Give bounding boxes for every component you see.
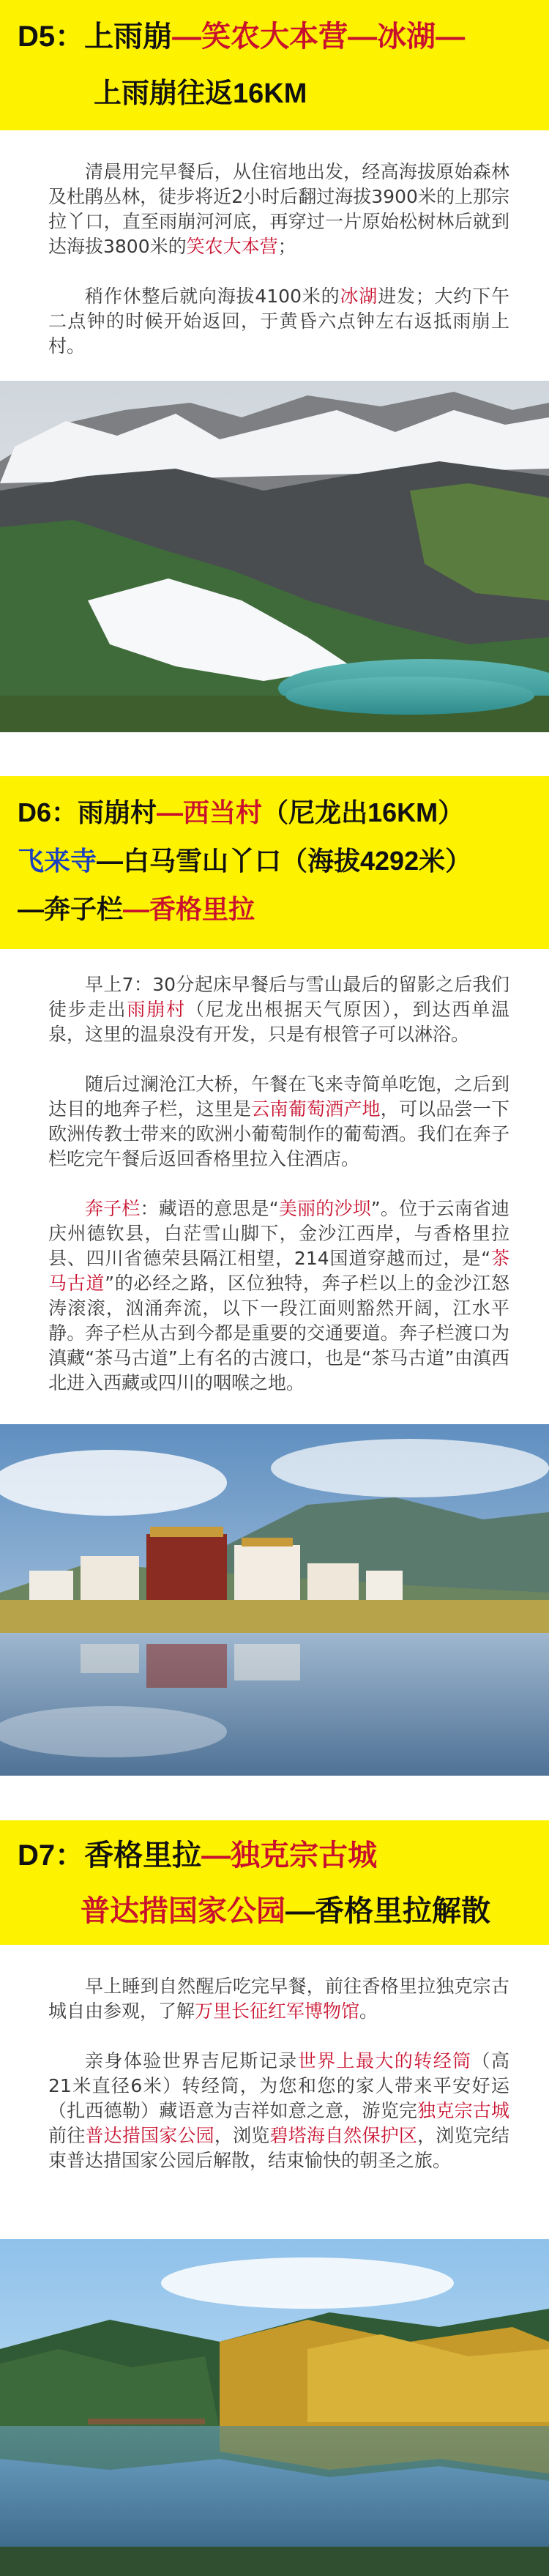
text: 随后过澜沧江大桥，午餐在飞来寺简单吃饱，之后到达目的地奔子栏，这里是 bbox=[48, 1073, 509, 1120]
d5-sep: — bbox=[172, 21, 202, 53]
d6-header-line1 bbox=[18, 794, 531, 832]
d7-sep: — bbox=[201, 1839, 231, 1872]
text: 。 bbox=[359, 2000, 378, 2022]
text: （尼龙出根据天气原因），到达西单温泉，这里的温泉没有开发，只是有根管子可以淋浴。 bbox=[48, 999, 509, 1045]
d5-place-ice-lake: 冰湖 bbox=[377, 21, 436, 53]
highlight: 冰湖 bbox=[340, 286, 378, 307]
d7-header-line1 bbox=[18, 1835, 531, 1876]
text: ，可以品尝一下欧洲传教士带来的欧洲小葡萄制作的葡萄酒。我们在奔子栏吃完午餐后返回香格里拉入住酒店。 bbox=[48, 1098, 509, 1169]
d7-body bbox=[48, 1974, 509, 2173]
d5-route-summary: 上雨崩往返16KM bbox=[94, 78, 307, 109]
highlight: 美丽的沙坝 bbox=[278, 1198, 371, 1219]
d7-dismissal: 香格里拉解散 bbox=[315, 1895, 490, 1927]
d5-header bbox=[0, 0, 549, 130]
d5-header-line2 bbox=[94, 75, 531, 113]
d7-paragraph-1 bbox=[48, 1974, 509, 2024]
text: 清晨用完早餐后，从住宿地出发，经高海拔原始森林及杜鹃丛林，徒步将近2小时后翻过海拔3900米的上那宗拉丫口，直至雨崩河河底，再穿过一片原始松树林后就到达海拔3800米的 bbox=[48, 161, 509, 257]
d6-place-baima-pass: 白马雪山丫口（海拔4292米） bbox=[123, 846, 472, 876]
d5-sep: — bbox=[348, 21, 378, 53]
d6-distance-note: （尼龙出16KM） bbox=[262, 797, 465, 827]
lead-term: 奔子栏 bbox=[85, 1198, 141, 1219]
d6-header-line2 bbox=[18, 842, 531, 880]
d6-place-xidang: 西当村 bbox=[183, 797, 263, 827]
d7-place-pudacuo: 普达措国家公园 bbox=[81, 1895, 285, 1927]
text: ，浏览完结束普达措国家公园后解散，结束愉快的朝圣之旅。 bbox=[48, 2125, 509, 2171]
text: 进发；大约下午二点钟的时候开始返回，于黄昏六点钟左右返抵雨崩上村。 bbox=[48, 286, 509, 357]
text: ”的必经之路，区位独特，奔子栏以上的金沙江怒涛滚滚，汹涌奔流，以下一段江面则豁然开阔，江水平静。奔子栏从古到今都是重要的交通要道。奔子栏渡口为滇藏“茶马古道”上有名的古渡口，也是“茶马古道”由滇西北进入西藏或四川的咽喉之地。 bbox=[48, 1273, 509, 1393]
text: ，浏览 bbox=[214, 2125, 270, 2146]
d6-header bbox=[0, 776, 549, 949]
text: ”。位于云南省迪庆州德钦县，白茫雪山脚下，金沙江西岸，与香格里拉县、四川省德荣县隔江相望，214国道穿越而过，是“ bbox=[48, 1198, 509, 1269]
text: 前往 bbox=[48, 2125, 86, 2146]
d6-place-feilai-temple: 飞来寺 bbox=[18, 846, 97, 876]
d6-day-label: D6： bbox=[18, 797, 78, 827]
d7-header-line2 bbox=[81, 1891, 531, 1932]
d6-sep: — bbox=[157, 797, 184, 827]
d5-place-base-camp: 笑农大本营 bbox=[201, 21, 348, 53]
d6-paragraph-3 bbox=[48, 1196, 509, 1396]
text: 早上睡到自然醒后吃完早餐，前往香格里拉独克宗古城自由参观，了解 bbox=[48, 1976, 509, 2022]
d6-header-line3 bbox=[18, 890, 531, 928]
text: ； bbox=[277, 236, 296, 257]
d7-day-label: D7： bbox=[18, 1839, 85, 1872]
highlight: 碧塔海自然保护区 bbox=[269, 2125, 418, 2146]
d5-header-line1 bbox=[18, 16, 531, 57]
d7-paragraph-2 bbox=[48, 2049, 509, 2173]
highlight: 独克宗古城 bbox=[417, 2100, 509, 2121]
d6-place-yubeng-village: 雨崩村 bbox=[78, 797, 157, 827]
text: ：藏语的意思是“ bbox=[140, 1198, 279, 1219]
d5-paragraph-1 bbox=[48, 160, 509, 259]
highlight: 普达措国家公园 bbox=[85, 2125, 214, 2146]
d6-sep: — bbox=[97, 846, 124, 876]
d7-header bbox=[0, 1820, 549, 1945]
d5-sep: — bbox=[436, 21, 466, 53]
d7-sep: — bbox=[285, 1895, 315, 1927]
d6-place-benzilan: 奔子栏 bbox=[44, 894, 124, 924]
highlight: 世界上最大的转经筒 bbox=[297, 2050, 472, 2071]
highlight: 云南葡萄酒产地 bbox=[251, 1098, 381, 1120]
highlight: 茶马古道 bbox=[48, 1248, 509, 1294]
highlight: 雨崩村 bbox=[127, 999, 186, 1020]
text: （高21米直径6米）转经筒，为您和您的家人带来平安好运（扎西德勒）藏语意为吉祥如意之意，游览完 bbox=[48, 2050, 509, 2121]
text: 稍作休整后就向海拔4100米的 bbox=[85, 286, 340, 307]
d6-sep: — bbox=[18, 894, 44, 924]
text: 亲身体验世界吉尼斯记录 bbox=[85, 2050, 298, 2071]
d6-place-shangri-la: 香格里拉 bbox=[149, 894, 255, 924]
d5-body bbox=[48, 160, 509, 359]
d5-day-label: D5： bbox=[18, 21, 85, 53]
d5-ice-lake-photo bbox=[0, 381, 549, 732]
d6-body bbox=[48, 972, 509, 1396]
d6-paragraph-1 bbox=[48, 972, 509, 1047]
d7-pudacuo-photo bbox=[0, 2239, 549, 2576]
d6-paragraph-2 bbox=[48, 1072, 509, 1172]
text: 早上7：30分起床早餐后与雪山最后的留影之后我们徒步走出 bbox=[48, 974, 509, 1020]
d7-place-shangri-la: 香格里拉 bbox=[84, 1839, 202, 1872]
highlight: 笑农大本营 bbox=[186, 236, 278, 257]
d7-place-dukezong: 独克宗古城 bbox=[231, 1839, 378, 1872]
highlight: 万里长征红军博物馆 bbox=[195, 2000, 360, 2022]
d5-paragraph-2 bbox=[48, 284, 509, 359]
d6-sep: — bbox=[123, 894, 150, 924]
d6-monastery-photo bbox=[0, 1424, 549, 1776]
d5-place-upper-yubeng: 上雨崩 bbox=[84, 21, 173, 53]
